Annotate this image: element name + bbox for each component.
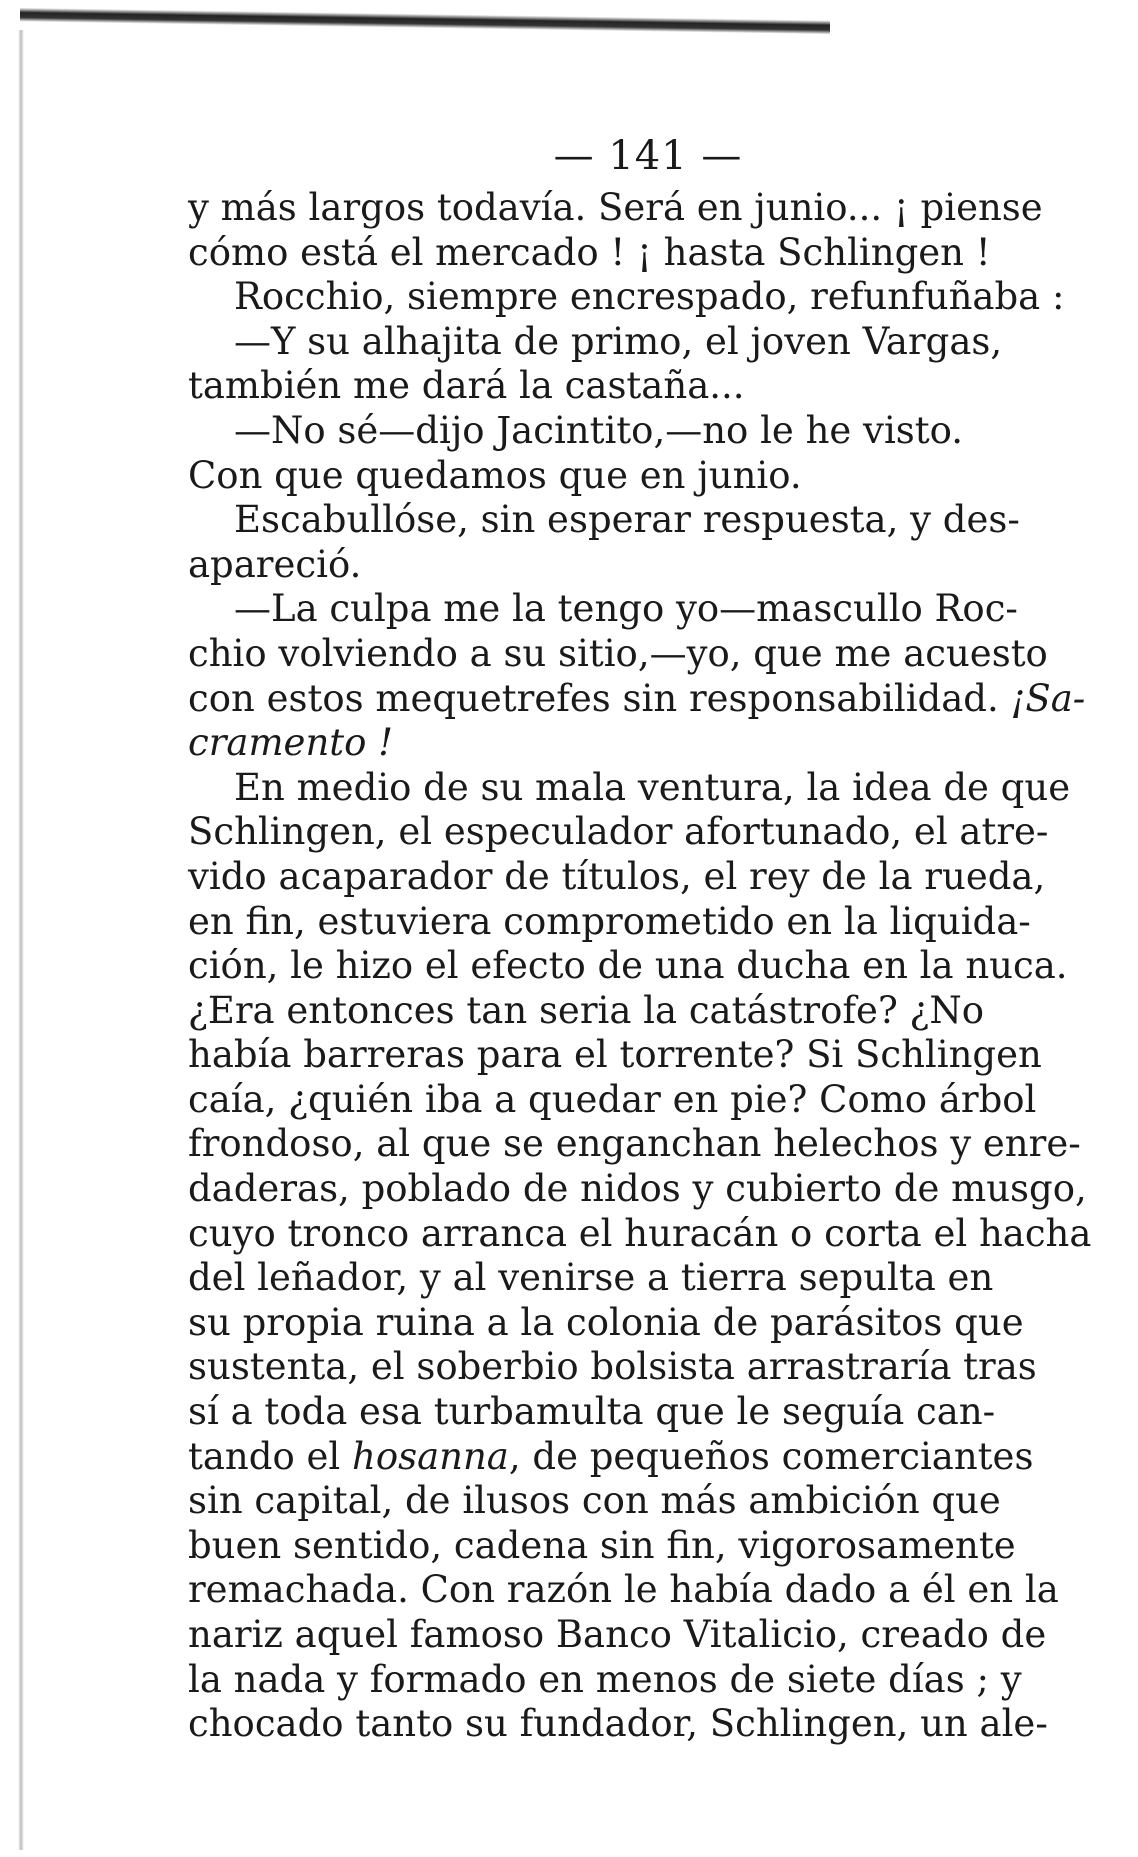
scan-edge-left [18, 30, 24, 1850]
text-line: En medio de su mala ventura, la idea de que [234, 765, 1071, 809]
text-line: frondoso, al que se enganchan helechos y enre- [188, 1122, 1081, 1166]
text-line: cómo está el mercado ! ¡ hasta Schlingen ! [188, 230, 991, 274]
text-line: y más largos todavía. Será en junio... ¡ piense [188, 186, 1043, 229]
text-line: cramento ! [188, 721, 394, 765]
text-line: había barreras para el torrente? Si Schlingen [188, 1033, 1042, 1077]
scan-edge-top [20, 8, 830, 35]
text-line: cuyo tronco arranca el huracán o corta el hacha [188, 1211, 1092, 1255]
book-page [188, 130, 1108, 1747]
text-line: —La culpa me la tengo yo—mascullo Roc- [234, 587, 1018, 631]
text-line: daderas, poblado de nidos y cubierto de musgo, [188, 1167, 1087, 1211]
text-line: vido acaparador de títulos, el rey de la rueda, [188, 854, 1046, 898]
text-line: ¿Era entonces tan seria la catástrofe? ¿No [188, 988, 985, 1032]
text-line: en fin, estuviera comprometido en la liquida- [188, 899, 1031, 943]
text-line: caía, ¿quién iba a quedar en pie? Como árbol [188, 1077, 1037, 1121]
text-line: la nada y formado en menos de siete días ; y [188, 1657, 1022, 1701]
text-line: Rocchio, siempre encrespado, refunfuñaba : [234, 275, 1065, 319]
text-line: su propia ruina a la colonia de parásitos que [188, 1300, 1024, 1344]
text-line: sustenta, el soberbio bolsista arrastraría tras [188, 1345, 1037, 1389]
text-line: Escabullóse, sin esperar respuesta, y des- [234, 498, 1020, 542]
text-line: —No sé—dijo Jacintito,—no le he visto. [234, 408, 964, 452]
text-line: —Y su alhajita de primo, el joven Vargas, [234, 319, 1003, 363]
text-line: chio volviendo a su sitio,—yo, que me acuesto [188, 631, 1048, 675]
text-line: Con que quedamos que en junio. [188, 453, 802, 497]
text-line: del leñador, y al venirse a tierra sepulta en [188, 1256, 994, 1300]
page-number: — 141 — [553, 133, 743, 179]
text-line: sí a toda esa turbamulta que le seguía can- [188, 1390, 996, 1434]
text-line: con estos mequetrefes sin responsabilidad. ¡Sa- [188, 676, 1086, 720]
text-line: chocado tanto su fundador, Schlingen, un ale- [188, 1702, 1048, 1746]
text-line: apareció. [188, 542, 362, 586]
text-line: Schlingen, el especulador afortunado, el atre- [188, 810, 1049, 854]
text-line: ción, le hizo el efecto de una ducha en la nuca. [188, 944, 1068, 988]
text-line: también me dará la castaña... [188, 364, 745, 408]
text-line: buen sentido, cadena sin fin, vigorosamente [188, 1523, 1016, 1567]
body-text [188, 186, 1108, 1747]
text-line: remachada. Con razón le había dado a él en la [188, 1568, 1059, 1612]
text-line: tando el hosanna, de pequeños comerciantes [188, 1434, 1034, 1478]
text-line: sin capital, de ilusos con más ambición que [188, 1479, 1001, 1523]
text-line: nariz aquel famoso Banco Vitalicio, creado de [188, 1613, 1047, 1656]
